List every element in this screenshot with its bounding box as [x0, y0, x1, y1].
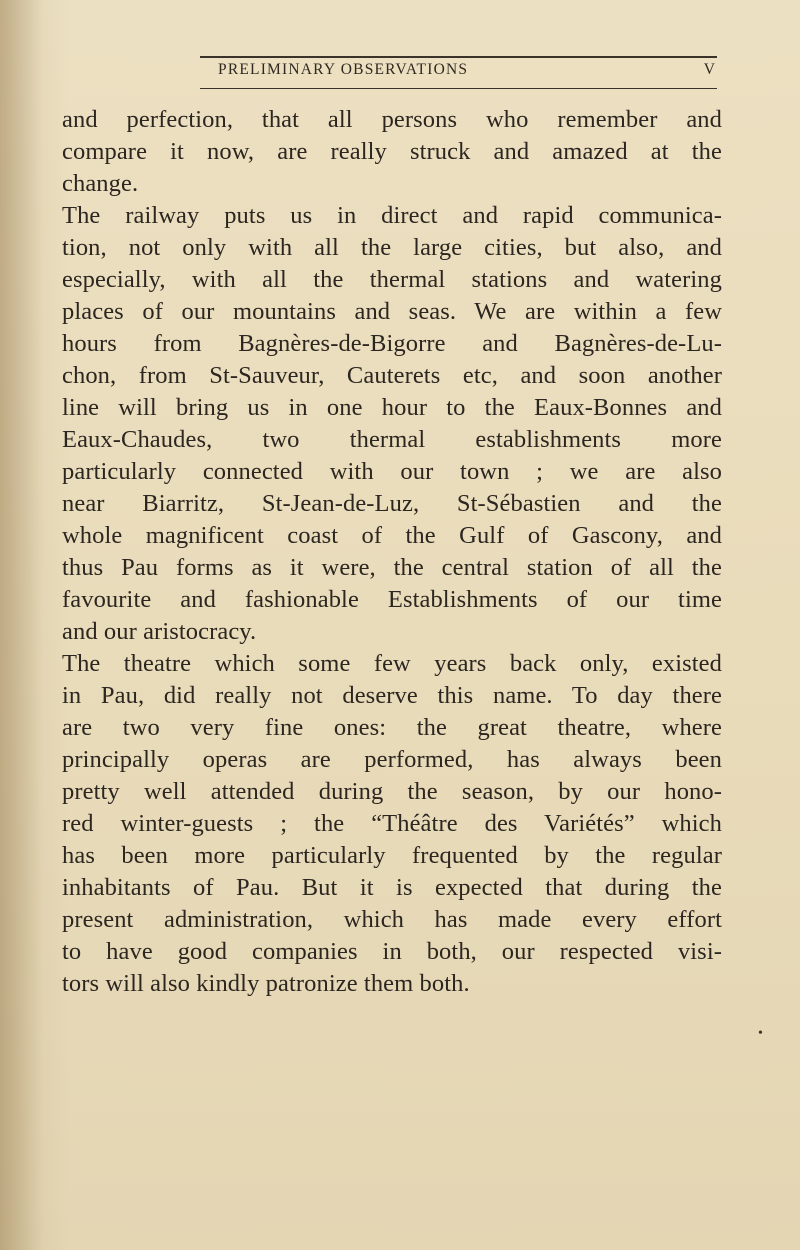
text-line: near Biarritz, St-Jean-de-Luz, St-Sébastien and the: [62, 490, 722, 517]
text-line: particularly connected with our town ; we are also: [62, 458, 722, 485]
text-line: Eaux-Chaudes, two thermal establishments more: [62, 426, 722, 453]
text-line: principally operas are performed, has always been: [62, 746, 722, 773]
text-line: compare it now, are really struck and amazed at the: [62, 138, 722, 165]
page-number: V: [703, 61, 715, 78]
text-line: in Pau, did really not deserve this name. To day there: [62, 682, 722, 709]
text-line: favourite and fashionable Establishments of our time: [62, 586, 722, 613]
header-rule-bottom: [200, 88, 717, 89]
running-head-title: PRELIMINARY OBSERVATIONS: [218, 61, 469, 78]
text-line: hours from Bagnères-de-Bigorre and Bagnères-de-Lu-: [62, 330, 722, 357]
text-line: to have good companies in both, our respected visi-: [62, 938, 722, 965]
text-line: change.: [62, 170, 139, 197]
text-line: and our aristocracy.: [62, 618, 257, 645]
text-line: pretty well attended during the season, by our hono-: [62, 778, 722, 805]
text-line: inhabitants of Pau. But it is expected that during the: [62, 874, 722, 901]
text-line: chon, from St-Sauveur, Cauterets etc, and soon another: [62, 362, 722, 389]
text-line: thus Pau forms as it were, the central station of all the: [62, 554, 722, 581]
text-line: The theatre which some few years back only, existed: [62, 650, 722, 677]
text-line: line will bring us in one hour to the Eaux-Bonnes and: [62, 394, 722, 421]
text-line: especially, with all the thermal stations and watering: [62, 266, 722, 293]
text-line: The railway puts us in direct and rapid communica-: [62, 202, 722, 229]
text-line: whole magnificent coast of the Gulf of Gascony, and: [62, 522, 722, 549]
running-header: [200, 58, 717, 86]
page-gutter-shadow: [0, 0, 44, 1250]
text-line: red winter-guests ; the “Théâtre des Variétés” which: [62, 810, 722, 837]
text-line: tors will also kindly patronize them both.: [62, 970, 470, 997]
text-line: tion, not only with all the large cities, but also, and: [62, 234, 722, 261]
text-line: are two very fine ones: the great theatre, where: [62, 714, 722, 741]
margin-mark: •: [758, 1026, 763, 1041]
text-line: has been more particularly frequented by the regular: [62, 842, 722, 869]
body-text: [62, 104, 722, 1000]
text-line: and perfection, that all persons who remember and: [62, 106, 722, 133]
text-line: places of our mountains and seas. We are within a few: [62, 298, 722, 325]
text-line: present administration, which has made every effort: [62, 906, 722, 933]
